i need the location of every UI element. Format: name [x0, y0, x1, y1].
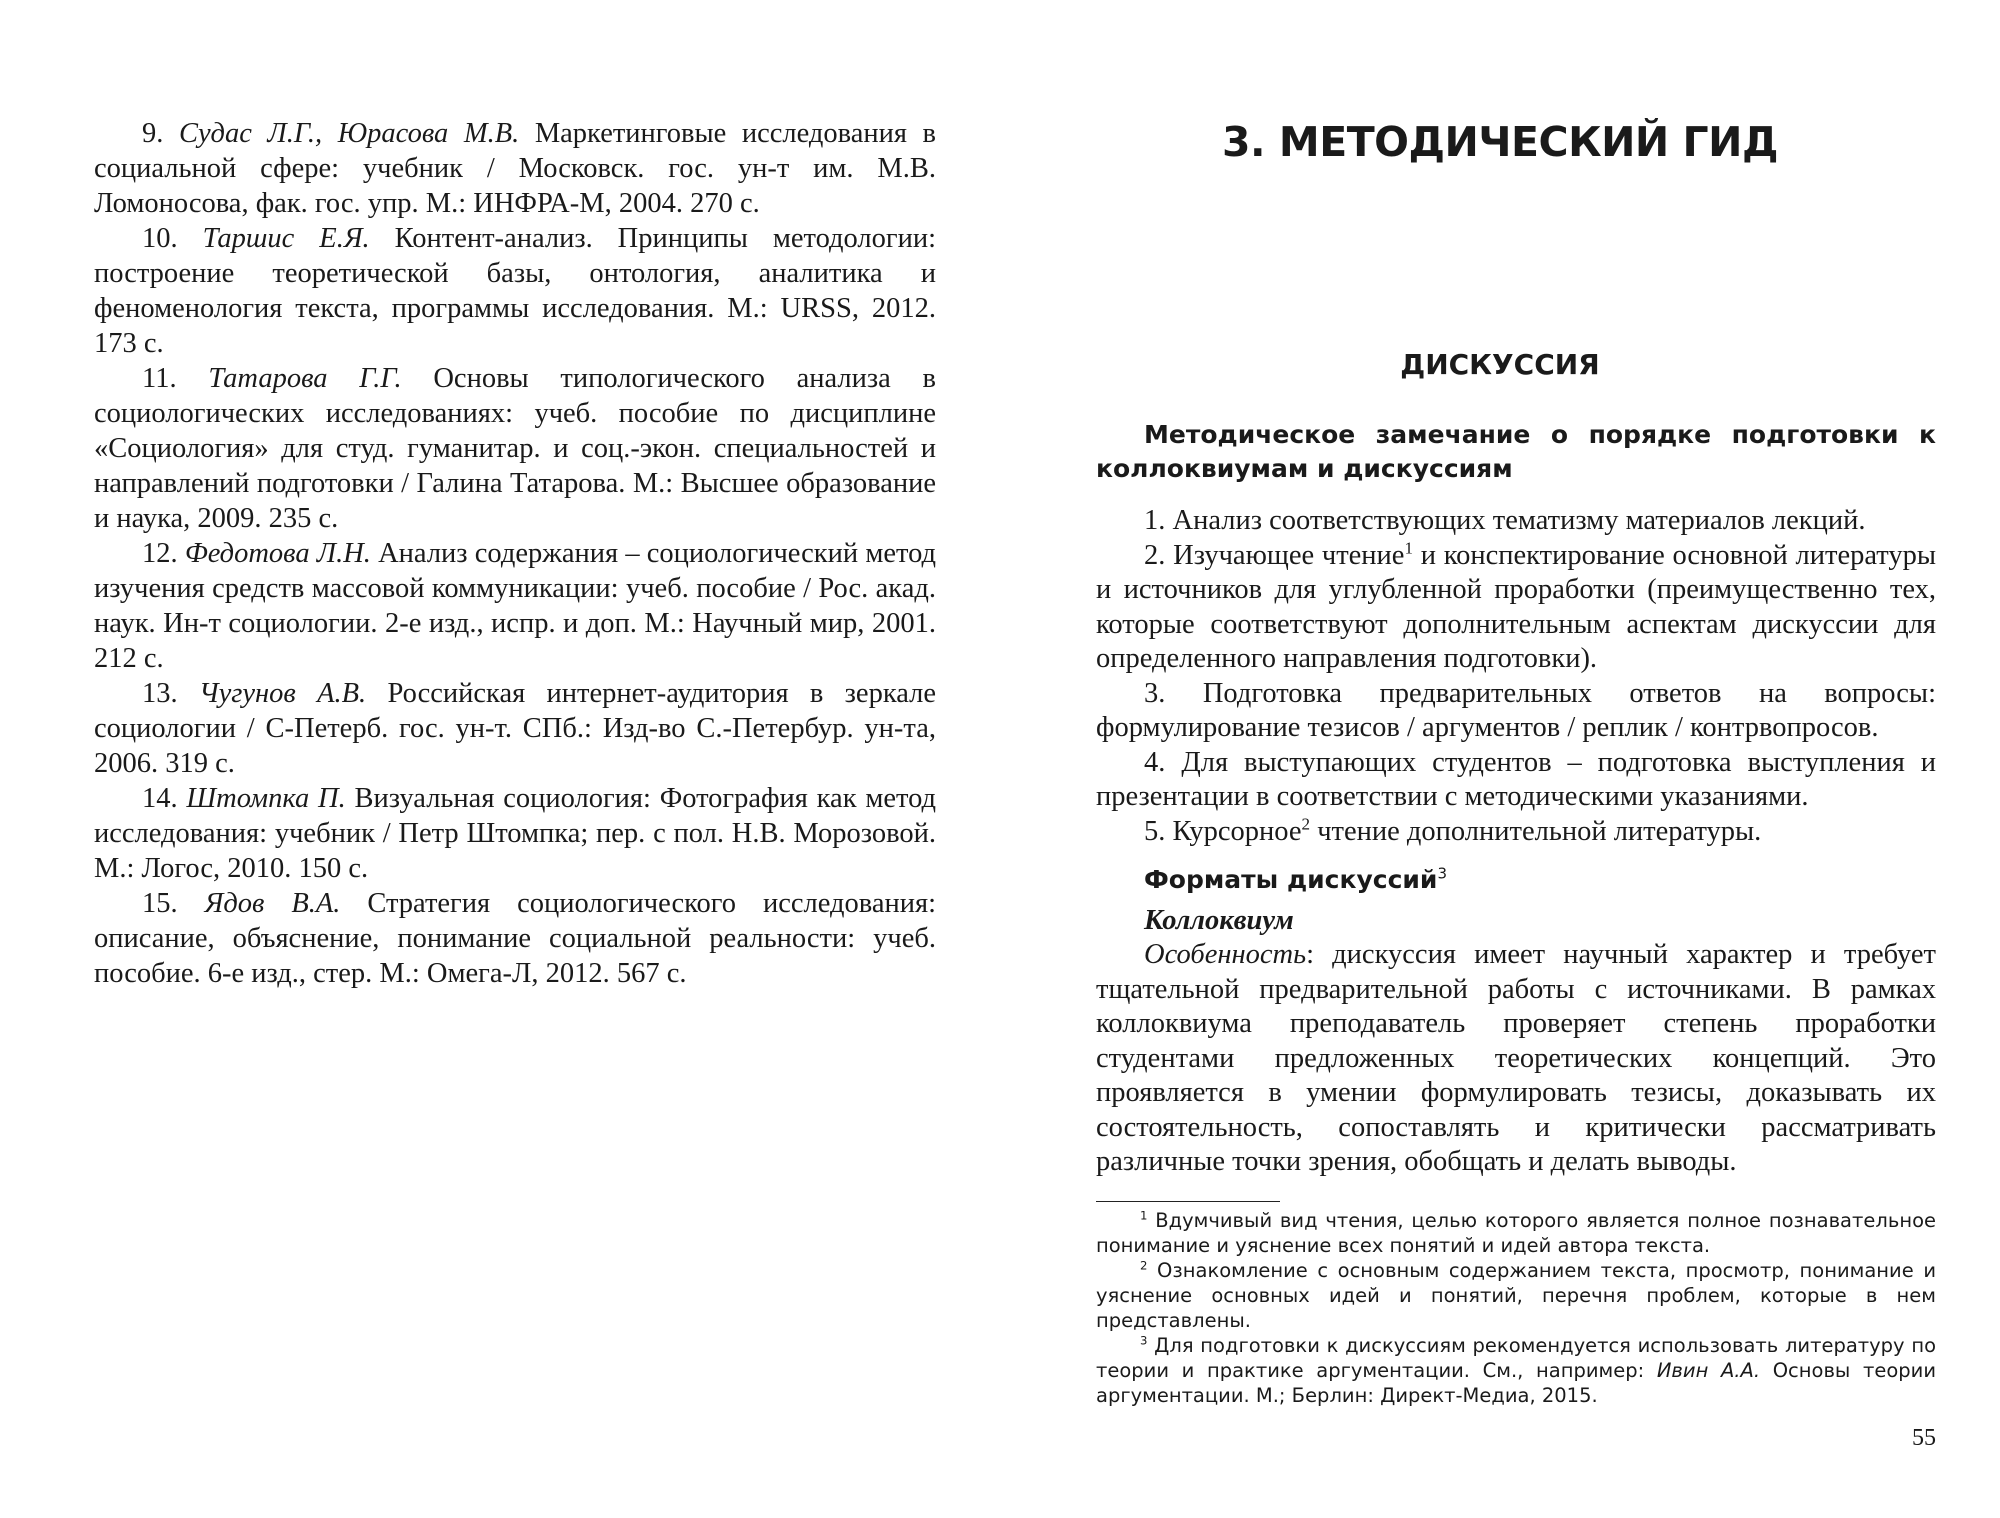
- step-item: 2. Изучающее чтение$^1$ и конспектирование основной литературы и источников для углубленной проработки (преимущественно тех, которые соответствуют дополнительным аспектам дискуссии для определенного направления подготовки).: [1096, 538, 1936, 674]
- reference-list: [94, 116, 936, 991]
- footnotes: [1096, 1208, 1936, 1408]
- reference-item: 10. Таршис Е.Я. Контент-анализ. Принципы методологии: построение теоретической базы, онтология, аналитика и феноменология текста, программы исследования. М.: URSS, 2012. 173 с.: [94, 223, 937, 359]
- step-item: 3. Подготовка предварительных ответов на вопросы: формулирование тезисов / аргументов / реплик / контрвопросов.: [1096, 677, 1936, 743]
- footnote-ref: 1: [1404, 538, 1413, 557]
- reference-item: 9. Судас Л.Г., Юрасова М.В. Маркетинговые исследования в социальной сфере: учебник / Московск. гос. ун-т им. М.В. Ломоносова, фак. гос. упр. М.: ИНФРА-М, 2004. 270 с.: [94, 118, 937, 219]
- step-item: 1. Анализ соответствующих тематизму материалов лекций.: [1144, 505, 1866, 536]
- formats-heading: Форматы дискуссий$^3$: [1144, 864, 1447, 894]
- footnote-item: $^1$ Вдумчивый вид чтения, целью которого является полное познавательное понимание и уяснение всех понятий и идей автора текста.: [1096, 1208, 1936, 1257]
- methodical-note-heading: Методическое замечание о порядке подготовки к коллоквиумам и дискуссиям: [1096, 420, 1936, 483]
- colloquium-description: Особенность: дискуссия имеет научный характер и требует тщательной предварительной работы с источниками. В рамках коллоквиума преподаватель проверяет степень проработки студентами предложенных теоретических концепций. Это проявляется в умении формулировать тезисы, доказывать их состоятельность, сопоставлять и критически рассматривать различные точки зрения, обобщать и делать выводы.: [1096, 939, 1936, 1177]
- colloquium-heading: Коллоквиум: [1144, 905, 1294, 936]
- footnote-item: $^3$ Для подготовки к дискуссиям рекомендуется использовать литературу по теории и практике аргументации. См., например: Ивин А.А. Основы теории аргументации. М.; Берлин: Директ-Медиа, 2015.: [1096, 1333, 1936, 1407]
- footnote-ref: 2: [1301, 814, 1311, 833]
- section-title: ДИСКУССИЯ: [1400, 348, 1600, 381]
- footnote-divider: [1096, 1201, 1280, 1202]
- reference-item: 15. Ядов В.А. Стратегия социологического исследования: описание, объяснение, понимание социальной реальности: учеб. пособие. 6-е изд., стер. М.: Омега-Л, 2012. 567 с.: [94, 888, 937, 989]
- main-text: [1096, 418, 1936, 1180]
- step-item: 4. Для выступающих студентов – подготовка выступления и презентации в соответствии с методическими указаниями.: [1096, 746, 1937, 812]
- footnote-ref: 3: [1437, 864, 1447, 883]
- page-number: 55: [1912, 1425, 1936, 1451]
- reference-item: 12. Федотова Л.Н. Анализ содержания – социологический метод изучения средств массовой коммуникации: учеб. пособие / Рос. акад. наук. Ин-т социологии. 2-е изд., испр. и доп. М.: Научный мир, 2001. 212 с.: [94, 538, 937, 674]
- reference-item: 14. Штомпка П. Визуальная социология: Фотография как метод исследования: учебник / Петр Штомпка; пер. с пол. Н.В. Морозовой. М.: Логос, 2010. 150 с.: [94, 783, 937, 884]
- reference-item: 13. Чугунов А.В. Российская интернет-аудитория в зеркале социологии / С-Петерб. гос. ун-т. СПб.: Изд-во С.-Петербур. ун-та, 2006. 319 с.: [94, 678, 937, 779]
- chapter-title: 3. МЕТОДИЧЕСКИЙ ГИД: [1222, 118, 1778, 166]
- right-page: [1000, 0, 2000, 1518]
- footnote-item: $^2$ Ознакомление с основным содержанием текста, просмотр, понимание и уяснение основных идей и понятий, перечня проблем, которые в нем представлены.: [1096, 1258, 1936, 1332]
- reference-item: 11. Татарова Г.Г. Основы типологического анализа в социологических исследованиях: учеб. пособие по дисциплине «Социология» для студ. гуманитар. и соц.-экон. специальностей и направлений подготовки / Галина Татарова. М.: Высшее образование и наука, 2009. 235 с.: [94, 363, 936, 534]
- step-item: 5. Курсорное$^2$ чтение дополнительной литературы.: [1144, 814, 1762, 847]
